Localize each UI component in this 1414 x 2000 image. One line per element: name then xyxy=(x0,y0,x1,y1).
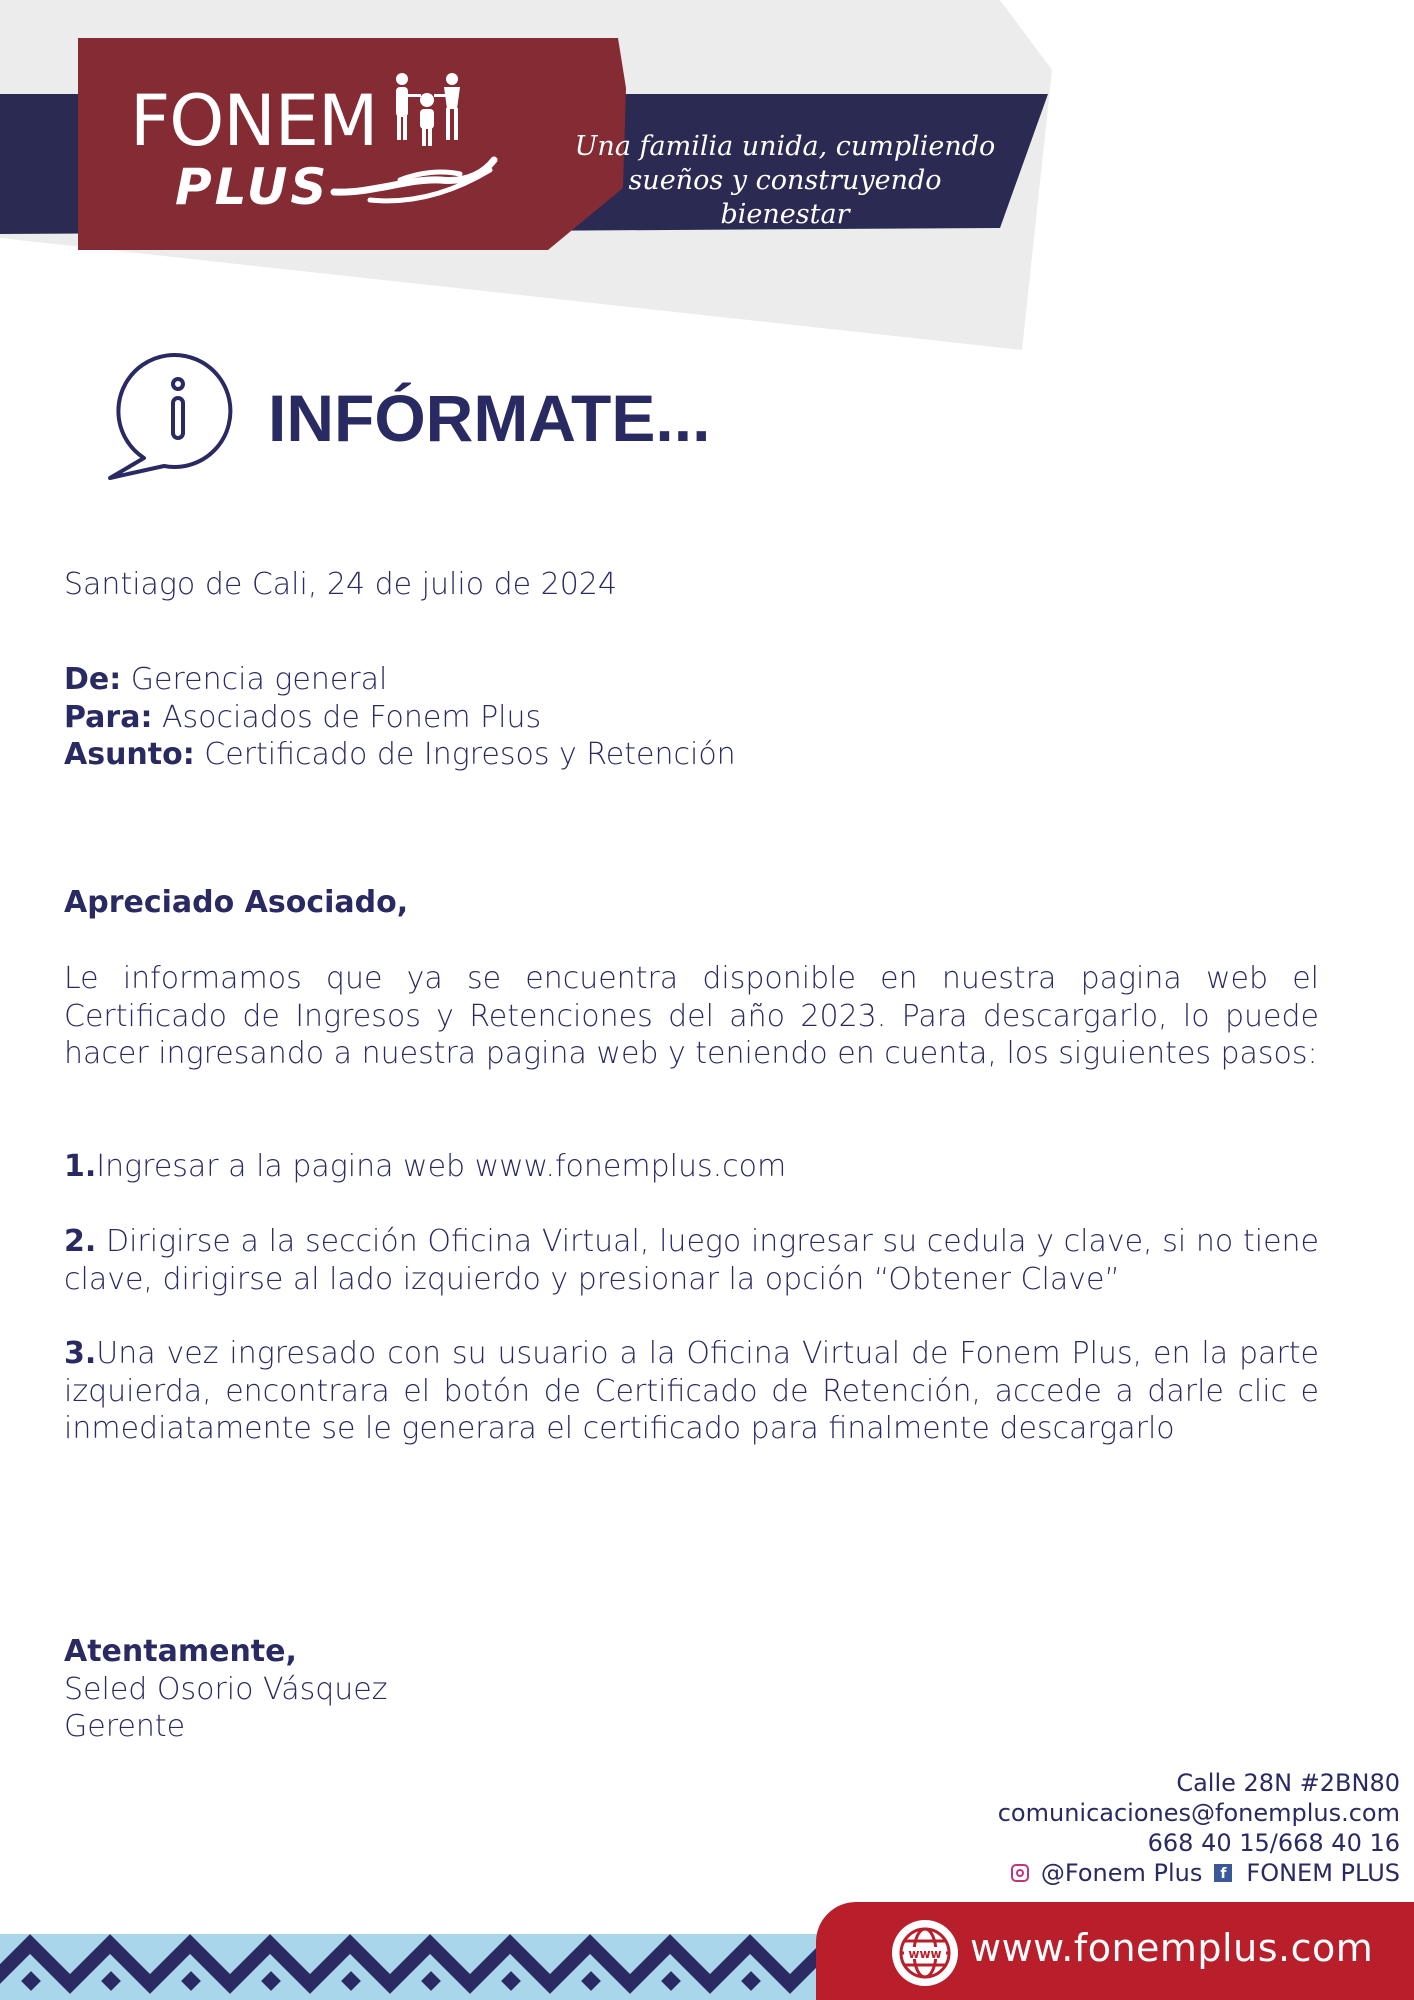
greeting: Apreciado Asociado, xyxy=(64,885,409,920)
from-value: Gerencia general xyxy=(121,662,388,697)
facebook-icon: f xyxy=(1214,1864,1232,1882)
page-title: INFÓRMATE... xyxy=(268,381,711,455)
footer-pattern xyxy=(0,1934,820,2000)
step-number: 3. xyxy=(64,1336,97,1371)
subject-label: Asunto: xyxy=(64,737,195,772)
step-text: Una vez ingresado con su usuario a la Oficina Virtual de Fonem Plus, en la parte izquierda, encontrara el botón de Certificado de Retención, accede a darle clic e inmediatamente se le generara el certificado para finalmente descargarlo xyxy=(64,1336,1319,1446)
logo-wordmark: FONEM xyxy=(130,80,378,162)
from-label: De: xyxy=(64,662,122,697)
instagram-icon xyxy=(1011,1864,1029,1882)
signer-title: Gerente xyxy=(64,1709,186,1744)
letter-header-block xyxy=(64,661,1319,774)
step-text: Dirigirse a la sección Oficina Virtual, luego ingresar su cedula y clave, si no tiene clave, dirigirse al lado izquierdo y presionar la opción “Obtener Clave” xyxy=(64,1224,1319,1297)
step-number: 1. xyxy=(64,1149,97,1184)
instagram-handle[interactable]: @Fonem Plus xyxy=(1040,1859,1203,1887)
footer-website-link[interactable]: www.fonemplus.com xyxy=(970,1926,1374,1970)
slogan: Una familia unida, cumpliendo sueños y construyendo bienestar xyxy=(574,131,996,230)
contact-address: Calle 28N #2BN80 xyxy=(1176,1769,1400,1797)
hand-icon xyxy=(330,148,500,208)
contact-phones: 668 40 15/668 40 16 xyxy=(1147,1829,1400,1857)
step-number: 2. xyxy=(64,1224,97,1259)
to-line xyxy=(64,699,1319,737)
subject-line xyxy=(64,736,1319,774)
info-speech-bubble-icon xyxy=(104,348,236,482)
globe-icon xyxy=(890,1918,960,1988)
contact-social xyxy=(800,1858,1400,1889)
letter-date: Santiago de Cali, 24 de julio de 2024 xyxy=(64,567,617,602)
closing: Atentamente, xyxy=(64,1634,297,1669)
intro-paragraph: Le informamos que ya se encuentra disponible en nuestra pagina web el Certificado de Ingresos y Retenciones del año 2023. Para descargarlo, lo puede hacer ingresando a nuestra pagina web y teniendo en cuenta, los siguientes pasos: xyxy=(64,961,1319,1071)
svg-text:www: www xyxy=(908,1947,942,1961)
step-3 xyxy=(64,1335,1319,1448)
logo-subword: PLUS xyxy=(175,158,330,216)
facebook-handle[interactable]: FONEM PLUS xyxy=(1246,1859,1400,1887)
step-2 xyxy=(64,1223,1319,1298)
signer-name: Seled Osorio Vásquez xyxy=(64,1671,388,1707)
contact-email[interactable]: comunicaciones@fonemplus.com xyxy=(997,1799,1400,1827)
to-label: Para: xyxy=(64,699,153,735)
family-icon xyxy=(392,70,464,150)
contact-block xyxy=(800,1768,1400,1889)
subject-value: Certificado de Ingresos y Retención xyxy=(194,737,736,772)
step-text: Ingresar a la pagina web www.fonemplus.com xyxy=(96,1149,787,1184)
to-value: Asociados de Fonem Plus xyxy=(152,699,542,735)
step-1 xyxy=(64,1148,1319,1186)
signature-block xyxy=(64,1633,1319,1746)
from-line xyxy=(64,661,1319,699)
